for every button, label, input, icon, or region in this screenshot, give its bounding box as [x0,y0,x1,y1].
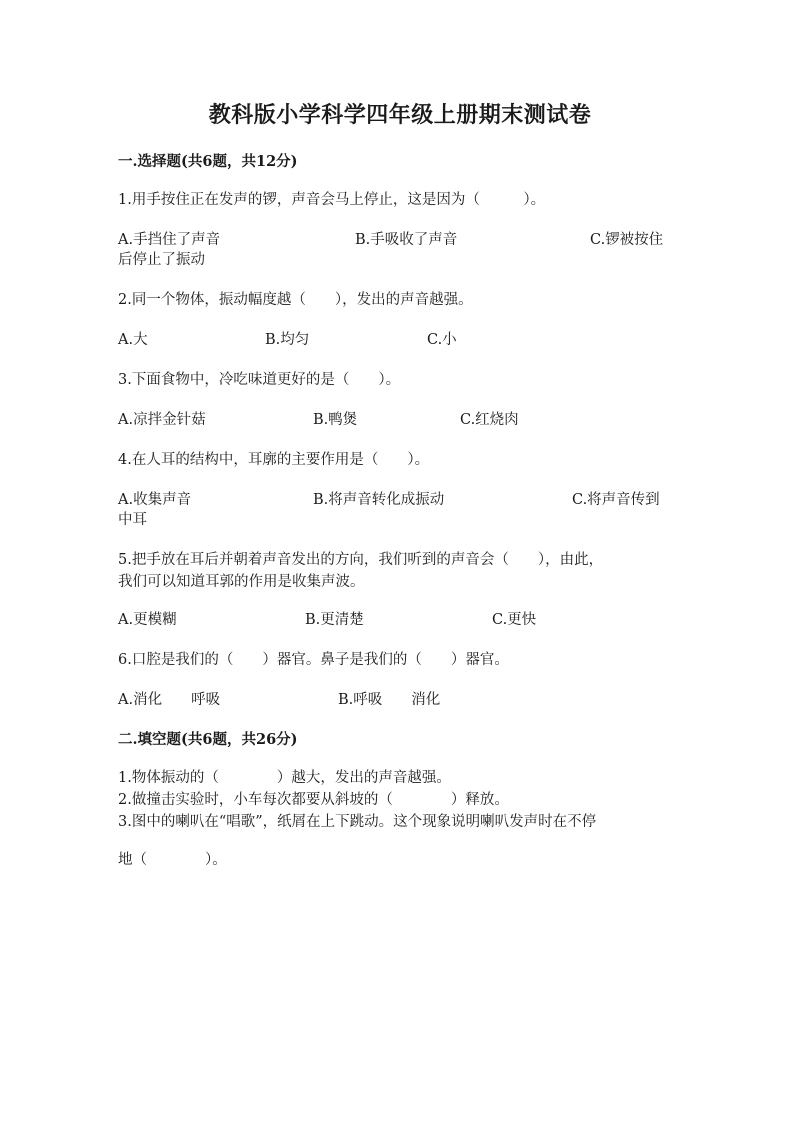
section-heading-choice: 一.选择题(共6题，共12分) [118,153,298,170]
option-b: B.将声音转化成振动 [313,492,445,508]
section-heading-fill: 二.填空题(共6题，共26分) [118,731,298,748]
option-a: A.大 [118,332,148,348]
option-b: B.鸭煲 [313,412,358,428]
option-a: A.更模糊 [118,612,177,628]
page-title: 教科版小学科学四年级上册期末测试卷 [208,102,592,128]
option-a: A.手挡住了声音 [118,232,221,248]
option-a: A.收集声音 [118,492,192,508]
option-c-continued: 中耳 [118,512,147,528]
option-b: B.呼吸 消化 [338,692,441,708]
option-c-continued: 后停止了振动 [118,252,205,268]
question-stem: 6.口腔是我们的（ ）器官。鼻子是我们的（ ）器官。 [118,652,509,668]
option-c: C.红烧肉 [460,412,519,428]
fill-question: 1.物体振动的（ ）越大，发出的声音越强。 [118,770,451,786]
question-stem: 2.同一个物体，振动幅度越（ ），发出的声音越强。 [118,292,473,308]
option-c: C.更快 [492,612,537,628]
fill-question: 2.做撞击实验时，小车每次都要从斜坡的（ ）释放。 [118,792,509,808]
option-b: B.均匀 [265,332,310,348]
question-stem: 4.在人耳的结构中，耳廓的主要作用是（ ）。 [118,452,430,468]
question-stem: 1.用手按住正在发声的锣，声音会马上停止，这是因为（ ）。 [118,192,546,208]
question-stem: 3.下面食物中，冷吃味道更好的是（ ）。 [118,372,401,388]
fill-question: 3.图中的喇叭在“唱歌”，纸屑在上下跳动。这个现象说明喇叭发声时在不停 [118,814,597,830]
option-a: A.凉拌金针菇 [118,412,206,428]
option-b: B.手吸收了声音 [355,232,458,248]
option-c: C.将声音传到 [572,492,660,508]
option-a: A.消化 呼吸 [118,692,221,708]
fill-question-continued: 地（ ）。 [118,852,227,868]
question-stem-continued: 我们可以知道耳郭的作用是收集声波。 [118,574,365,590]
option-b: B.更清楚 [305,612,364,628]
option-c: C.锣被按住 [590,232,664,248]
option-c: C.小 [427,332,457,348]
question-stem: 5.把手放在耳后并朝着声音发出的方向，我们听到的声音会（ ），由此， [118,552,604,568]
